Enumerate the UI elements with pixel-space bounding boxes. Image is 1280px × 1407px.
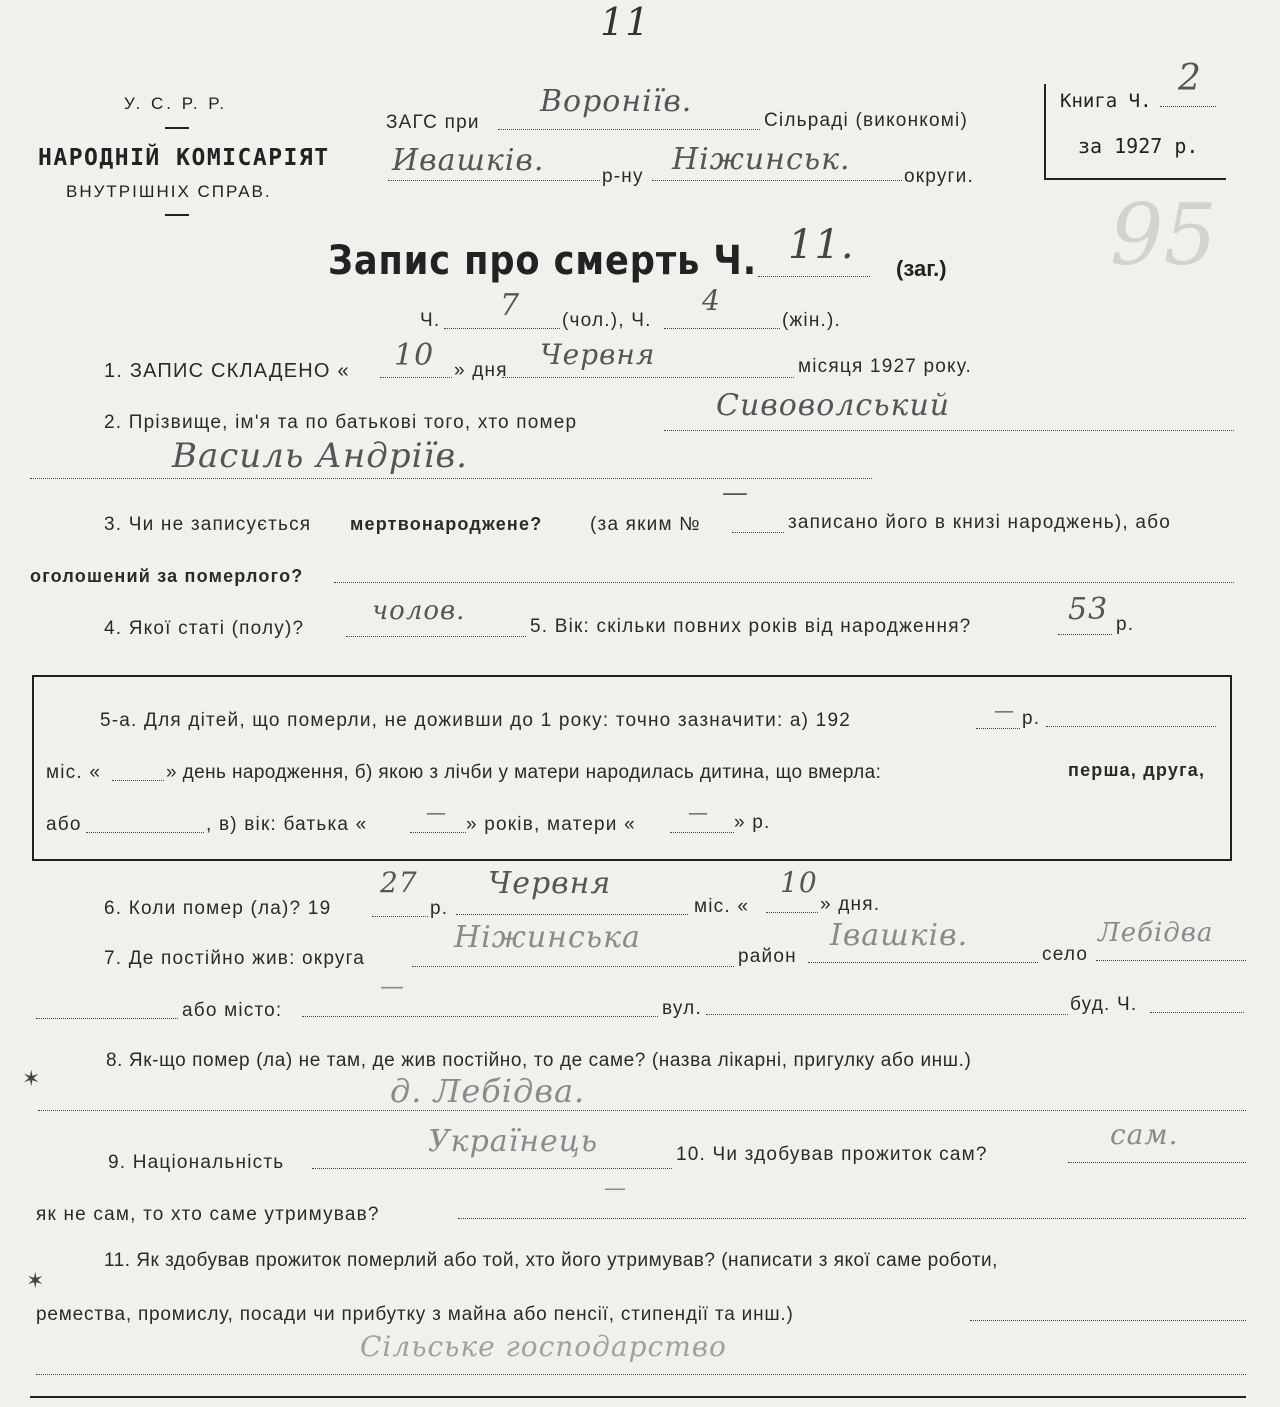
q3-label-d: записано його в книзі народжень), або (788, 512, 1171, 533)
q7-vul-line (706, 1014, 1068, 1015)
divider (165, 127, 189, 129)
commissariat-title: НАРОДНІЙ КОМІСАРІЯТ (38, 145, 330, 171)
q5-suffix: р. (1116, 614, 1135, 635)
silradi-label: Сільраді (виконкомі) (764, 110, 968, 131)
q6-month-line (456, 914, 688, 915)
commissariat-subtitle: ВНУТРІШНІХ СПРАВ. (66, 182, 272, 201)
q9-line2-field (458, 1218, 1246, 1219)
q6-year-line (372, 916, 428, 917)
q5-field-line (1058, 634, 1112, 635)
q7-selo-line (1096, 960, 1246, 961)
male-label: (чол.), Ч. (562, 310, 652, 331)
q7-selo-label: село (1042, 944, 1089, 965)
q7-vul-label: вул. (662, 998, 702, 1019)
form-title: Запис про смерть Ч. (328, 238, 757, 284)
female-count: 4 (702, 284, 721, 317)
q5a-line3-d: » р. (734, 812, 771, 833)
q9-label: 9. Національність (108, 1152, 285, 1173)
q5-label: 5. Вік: скільки повних років від народження? (530, 616, 972, 637)
title-number: 11. (788, 222, 855, 268)
q5a-year-suffix: р. (1022, 708, 1041, 729)
q2-surname: Сивоволський (716, 388, 951, 423)
q8-label: 8. Як-що помер (ла) не там, де жив постійно, то де саме? (назва лікарні, пригулку або инш.) (106, 1050, 972, 1071)
book-label: Книга Ч. (1060, 90, 1152, 112)
q7-misto-line (302, 1016, 658, 1017)
q5a-year-line (976, 728, 1020, 729)
q5a-line3-c: » років, матери « (466, 814, 636, 835)
q11-value: Сільське господарство (360, 1330, 727, 1363)
q10-label: 10. Чи здобував прожиток сам? (676, 1144, 988, 1165)
q5a-year-value: — (994, 698, 1015, 722)
q1-day-line (380, 377, 452, 378)
q10-value: сам. (1110, 1118, 1179, 1151)
zag-label: (заг.) (896, 256, 947, 281)
q1-month: Червня (540, 338, 656, 371)
rayon-field-line (388, 180, 600, 181)
q1-suffix: місяця 1927 року. (798, 356, 973, 377)
q10-field-line (1068, 1162, 1246, 1163)
okruga-label: округи. (904, 166, 974, 187)
book-field-line (1160, 106, 1216, 107)
title-number-line (758, 276, 870, 277)
q5a-father-value: — (426, 800, 447, 824)
q11-line2: ремества, промислу, посади чи прибутку з майна або пенсії, стипендії та инш.) (36, 1304, 794, 1325)
book-year: за 1927 р. (1078, 134, 1199, 158)
q3-dash: — (722, 478, 749, 508)
q5a-line2-b: » день народження, б) якою з лічби у матери народилась дитина, що вмерла: (166, 762, 882, 783)
male-count: 7 (500, 288, 521, 323)
q5a-line2-a: міс. « (46, 762, 102, 783)
q6-day-line (766, 912, 818, 913)
rayon-label: р-ну (602, 166, 644, 187)
q11-line2-field (970, 1320, 1246, 1321)
female-label: (жін.). (782, 310, 842, 331)
zags-value: Вороніїв. (540, 84, 693, 119)
q1-day-suffix: » дня (454, 360, 508, 381)
q5a-month-line (112, 780, 164, 781)
q7-bud-label: буд. Ч. (1070, 994, 1138, 1015)
q7-okruga-line (412, 966, 734, 967)
q6-year: 27 (380, 866, 418, 899)
ussr-heading: У. С. Р. Р. (124, 94, 228, 113)
bottom-rule (30, 1396, 1246, 1398)
divider (165, 214, 189, 216)
q1-month-line (502, 377, 794, 378)
book-box-bottom (1044, 178, 1226, 180)
q3-line2-field (334, 582, 1234, 583)
q5-value: 53 (1068, 592, 1109, 627)
q7-label: 7. Де постійно жив: округа (104, 948, 366, 969)
book-number: 2 (1178, 58, 1202, 99)
zags-label: ЗАГС при (386, 112, 480, 133)
q7-misto-lead (36, 1018, 178, 1019)
q5a-line3-b: , в) вік: батька « (206, 814, 368, 835)
q1-label: 1. ЗАПИС СКЛАДЕНО « (104, 360, 350, 382)
ink-blot-mark: ✶ (22, 1066, 41, 1091)
q5a-line3-a: або (46, 814, 82, 835)
q4-field-line (346, 636, 526, 637)
male-count-line (444, 328, 560, 329)
q11-line1: 11. Як здобував прожиток померлий або той, хто його утримував? (написати з якої саме роботи, (104, 1250, 998, 1271)
q3-line2: оголошений за померлого? (30, 566, 304, 586)
q2-name: Василь Андріїв. (172, 436, 468, 476)
q7-selo: Лебідва (1098, 918, 1214, 948)
q1-day: 10 (394, 338, 435, 373)
q6-month: Червня (488, 866, 612, 901)
q5a-year-tail (1046, 726, 1216, 727)
q9-line2: як не сам, то хто саме утримував? (36, 1204, 380, 1225)
q7-rayon-label: район (738, 946, 797, 967)
okruga-value: Ніжинськ. (672, 142, 851, 177)
book-box-left (1044, 84, 1046, 180)
q5a-father-line (410, 832, 466, 833)
okruga-field-line (652, 180, 902, 181)
q5a-mother-line (670, 832, 734, 833)
q11-value-line (36, 1374, 1246, 1375)
q3-label-b: мертвонароджене? (350, 514, 543, 534)
q2-label: 2. Прізвище, ім'я та по батькові того, хто помер (104, 412, 578, 433)
q5a-line2-c: перша, друга, (1068, 760, 1206, 780)
stamp-number: 95 (1110, 186, 1217, 284)
q2-surname-line (664, 430, 1234, 431)
page-number: 11 (600, 0, 651, 44)
q6-mis: міс. « (694, 896, 750, 917)
q5a-mother-value: — (688, 800, 709, 824)
rayon-value: Ивашків. (392, 143, 545, 178)
q5a-or-line (86, 832, 204, 833)
q7-bud-line (1150, 1012, 1244, 1013)
q7-rayon-line (808, 962, 1038, 963)
q6-r: р. (430, 898, 449, 919)
q3-label-a: 3. Чи не записується (104, 514, 312, 535)
q7-misto-value: — (380, 972, 405, 1000)
q7-rayon: Івашків. (830, 918, 969, 953)
female-count-line (664, 328, 780, 329)
q6-day: 10 (780, 866, 818, 899)
q6-label: 6. Коли помер (ла)? 19 (104, 898, 332, 919)
q4-label: 4. Якої статі (полу)? (104, 618, 305, 639)
q5a-line1: 5-а. Для дітей, що померли, не доживши до 1 року: точно зазначити: а) 192 (100, 710, 851, 731)
q4-value: чолов. (372, 596, 466, 626)
q3-label-c: (за яким № (590, 514, 701, 535)
q7-okruga: Ніжинська (454, 920, 641, 955)
q8-field-line (38, 1110, 1246, 1111)
zags-field-line (498, 129, 760, 130)
q7-misto-label: або місто: (182, 1000, 283, 1021)
ink-blot-mark: ✶ (26, 1268, 45, 1293)
q9-line2-value: — (604, 1176, 627, 1201)
q3-number-line (732, 532, 784, 533)
ch-label: Ч. (420, 310, 441, 331)
q9-field-line (312, 1168, 672, 1169)
q6-day-suffix: » дня. (820, 894, 881, 915)
q8-value: д. Лебідва. (390, 1072, 586, 1110)
q9-value: Українець (428, 1124, 599, 1159)
